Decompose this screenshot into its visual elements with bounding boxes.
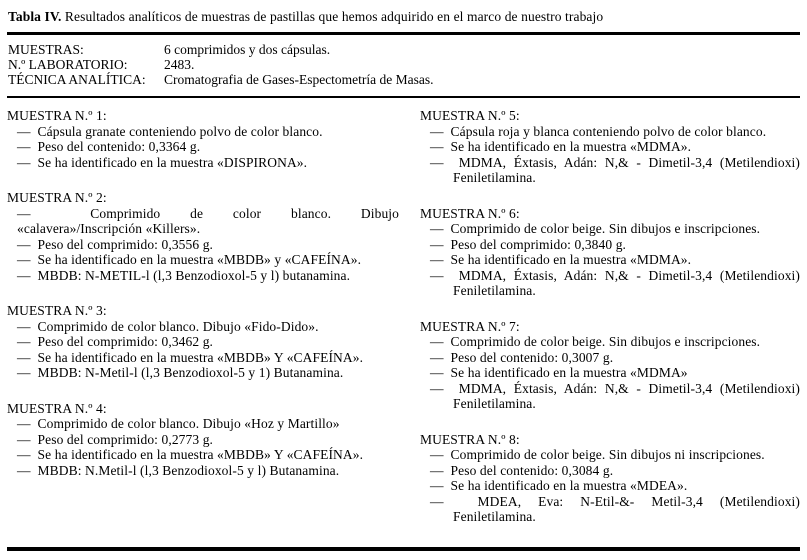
result-item — [17, 350, 399, 366]
table-title — [7, 8, 800, 25]
muestra-heading: MUESTRA N.º 3: — [7, 303, 107, 319]
bottom-rule — [7, 547, 800, 551]
result-item — [430, 268, 800, 299]
result-line: — MDMA, Éxtasis, Adán: N,& - Dimetil-3,4 (Metilendioxi) — [430, 380, 800, 396]
muestra-section — [7, 108, 399, 170]
meta-row — [8, 58, 800, 73]
result-item — [430, 365, 800, 381]
result-item — [430, 237, 800, 253]
result-item — [430, 124, 800, 140]
muestra-heading: MUESTRA N.º 1: — [7, 108, 107, 124]
result-item — [430, 350, 800, 366]
result-item — [430, 478, 800, 494]
muestra-section — [7, 303, 399, 381]
meta-label: TÉCNICA ANALÍTICA: — [8, 71, 146, 87]
result-line: Feniletilamina. — [453, 283, 536, 299]
result-line: — Cápsula granate conteniendo polvo de color blanco. — [17, 123, 323, 139]
muestra-heading: MUESTRA N.º 8: — [420, 431, 520, 447]
column-gap — [399, 108, 420, 547]
result-item — [430, 252, 800, 268]
meta-value: Cromatografia de Gases-Espectometría de Masas. — [164, 71, 434, 87]
result-line: — MBDB: N-METIL-l (l,3 Benzodioxol-5 y l) butanamina. — [17, 267, 351, 283]
result-item — [430, 463, 800, 479]
meta-row — [8, 73, 800, 88]
results-columns — [7, 98, 800, 547]
result-item — [17, 237, 399, 253]
result-item — [17, 334, 399, 350]
result-item — [430, 221, 800, 237]
muestra-heading: MUESTRA N.º 2: — [7, 190, 107, 206]
meta-label: MUESTRAS: — [8, 42, 84, 57]
muestra-section — [420, 206, 800, 299]
muestra-section — [7, 190, 399, 283]
meta-block — [7, 35, 800, 96]
muestra-heading: MUESTRA N.º 5: — [420, 108, 520, 124]
result-item — [17, 463, 399, 479]
result-line: — Peso del comprimido: 0,3840 g. — [430, 236, 627, 252]
result-line: — Comprimido de color beige. Sin dibujos e inscripciones. — [430, 334, 761, 350]
result-line: — Comprimido de color beige. Sin dibujos e inscripciones. — [430, 221, 761, 237]
result-item — [430, 139, 800, 155]
result-item — [430, 447, 800, 463]
muestra-heading: MUESTRA N.º 4: — [7, 400, 107, 416]
result-line: — MBDB: N.Metil-l (l,3 Benzodioxol-5 y l) Butanamina. — [17, 462, 340, 478]
meta-value: 2483. — [164, 56, 195, 72]
meta-label: N.º LABORATORIO: — [8, 56, 128, 72]
result-line: — MDMA, Éxtasis, Adán: N,& - Dimetil-3,4 (Metilendioxi) — [430, 267, 800, 283]
result-line: — Se ha identificado en la muestra «DISPIRONA». — [17, 154, 308, 170]
result-item — [17, 268, 399, 284]
result-item — [17, 252, 399, 268]
muestra-heading: MUESTRA N.º 7: — [420, 318, 520, 334]
result-line: — Se ha identificado en la muestra «MDMA». — [430, 139, 692, 155]
result-item — [430, 381, 800, 412]
result-item — [430, 494, 800, 525]
result-line: — Se ha identificado en la muestra «MBDB» Y «CAFEÍNA». — [17, 447, 364, 463]
result-line: — Peso del comprimido: 0,2773 g. — [17, 431, 214, 447]
result-item — [17, 416, 399, 432]
result-line: — Peso del comprimido: 0,3556 g. — [17, 236, 214, 252]
result-line: — Peso del contenido: 0,3084 g. — [430, 462, 614, 478]
results-column-left — [7, 108, 399, 547]
result-line: — MDMA, Éxtasis, Adán: N,& - Dimetil-3,4 (Metilendioxi) — [430, 154, 800, 170]
result-item — [17, 124, 399, 140]
result-line: — Comprimido de color blanco. Dibujo — [17, 205, 399, 221]
result-item — [17, 365, 399, 381]
results-column-right — [420, 108, 800, 547]
result-item — [17, 155, 399, 171]
muestra-section — [420, 432, 800, 525]
result-line: — Se ha identificado en la muestra «MBDB» y «CAFEÍNA». — [17, 252, 362, 268]
muestra-section — [420, 108, 800, 186]
muestra-heading: MUESTRA N.º 6: — [420, 205, 520, 221]
result-item — [430, 155, 800, 186]
result-line: — Comprimido de color beige. Sin dibujos ni inscripciones. — [430, 447, 765, 463]
result-line: — Se ha identificado en la muestra «MDMA» — [430, 365, 688, 381]
result-line: — Se ha identificado en la muestra «MDEA». — [430, 478, 688, 494]
table-title-text: Resultados analíticos de muestras de pastillas que hemos adquirido en el marco de nuestro trabajo — [61, 9, 604, 24]
result-line: — Peso del contenido: 0,3364 g. — [17, 139, 201, 155]
result-line: — Peso del contenido: 0,3007 g. — [430, 349, 614, 365]
result-item — [17, 206, 399, 237]
result-line: — Se ha identificado en la muestra «MBDB» Y «CAFEÍNA». — [17, 349, 364, 365]
result-item — [17, 432, 399, 448]
meta-value: 6 comprimidos y dos cápsulas. — [164, 42, 331, 57]
result-line: — Comprimido de color blanco. Dibujo «Fido-Dido». — [17, 318, 319, 334]
muestra-section — [7, 401, 399, 479]
table-title-label: Tabla IV. — [8, 9, 62, 24]
result-line: Feniletilamina. — [453, 170, 536, 186]
result-line: — Se ha identificado en la muestra «MDMA». — [430, 252, 692, 268]
result-item — [17, 447, 399, 463]
result-item — [430, 334, 800, 350]
result-item — [17, 139, 399, 155]
result-line: — Cápsula roja y blanca conteniendo polvo de color blanco. — [430, 123, 767, 139]
result-line: — Peso del comprimido: 0,3462 g. — [17, 334, 214, 350]
muestra-section — [420, 319, 800, 412]
result-item — [17, 319, 399, 335]
result-line: Feniletilamina. — [453, 396, 536, 412]
result-line: «calavera»/Inscripción «Killers». — [17, 221, 201, 237]
result-line: — MBDB: N-Metil-l (l,3 Benzodioxol-5 y 1) Butanamina. — [17, 365, 344, 381]
result-line: — MDEA, Eva: N-Etil-&- Metil-3,4 (Metilendioxi) — [430, 493, 800, 509]
meta-row — [8, 43, 800, 58]
result-line: Feniletilamina. — [453, 509, 536, 525]
result-line: — Comprimido de color blanco. Dibujo «Hoz y Martillo» — [17, 416, 340, 432]
